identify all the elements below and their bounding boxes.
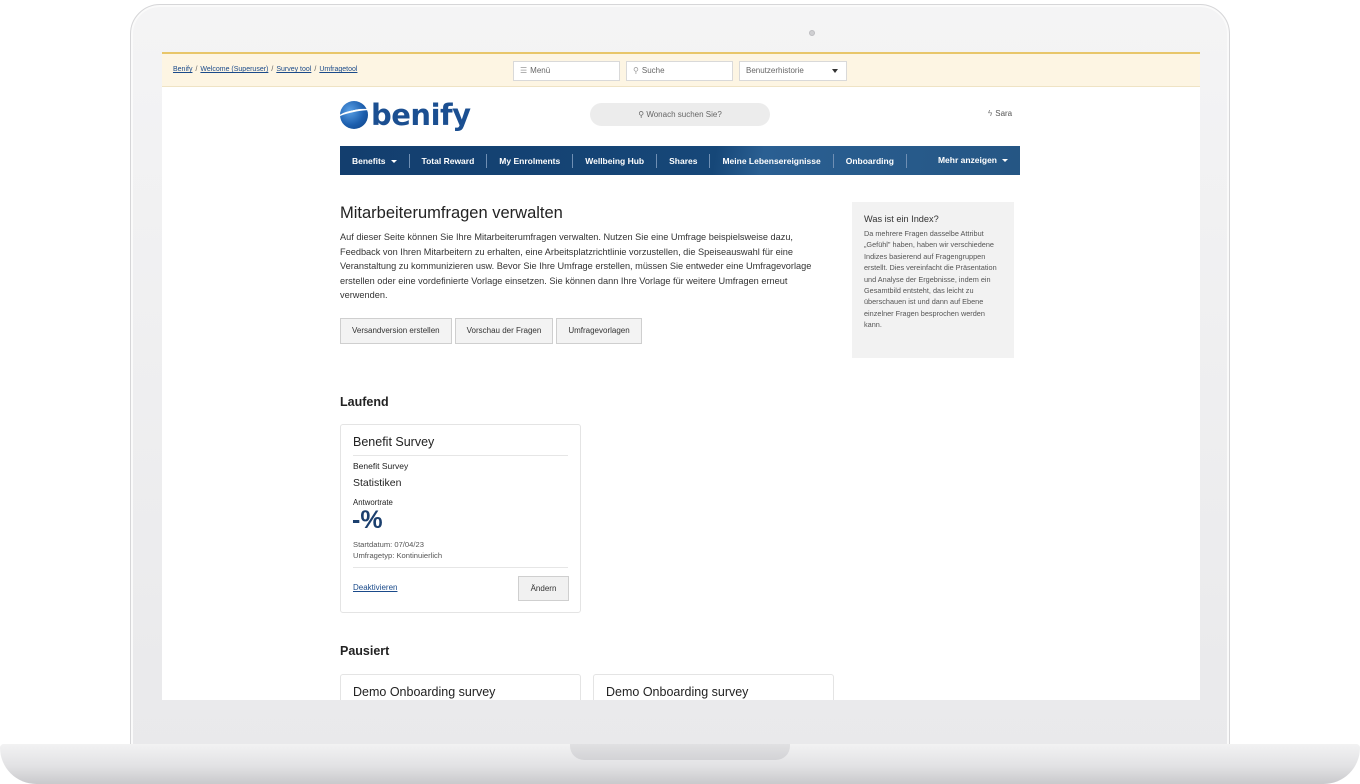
nav-item-shares[interactable]: Shares — [657, 154, 710, 168]
intro-text: Auf dieser Seite können Sie Ihre Mitarbeiterumfragen verwalten. Nutzen Sie eine Umfrage beispielsweise dazu, Feedback von Ihren Mitarbeitern zu erhalten, eine Arbeitsplatzrichtlinie vorzustellen, die Speiseauswahl für eine Veranstaltung zu kommunizieren usw. Bevor Sie Ihre Umfrage erstellen, müssen Sie entweder eine Umfragevorlage erstellen oder eine vordefinierte Vorlage einsetzen. Sie können dann Ihre Vorlage für weitere Umfragen erneut verwenden. — [340, 232, 812, 301]
admin-search-placeholder: Suche — [641, 66, 665, 75]
edit-button[interactable]: Ändern — [518, 576, 569, 601]
breadcrumb-separator: / — [271, 66, 274, 73]
laptop-notch — [570, 744, 790, 760]
breadcrumb-link[interactable]: Survey tool — [276, 66, 312, 73]
running-heading: Laufend — [340, 395, 389, 409]
survey-card-title: Demo Onboarding survey — [353, 685, 496, 699]
response-rate-value: -% — [352, 506, 383, 534]
info-text: Da mehrere Fragen dasselbe Attribut „Gefühl" haben, haben wir verschiedene Indizes basierend auf Fragengruppen erstellt. Dies vereinfacht die Präsentation und Analyse der Ergebnisse, indem ein Gesamtbild entsteht, das leicht zu überschauen ist und dann auf Ebene einzelner Fragen besprochen werden kann. — [864, 229, 997, 330]
admin-menu-field[interactable] — [513, 61, 620, 81]
nav-more-label: Mehr anzeigen — [937, 155, 997, 165]
breadcrumb-separator: / — [195, 66, 198, 73]
survey-card-subtitle: Benefit Survey — [353, 461, 409, 471]
survey-meta — [353, 539, 442, 561]
admin-bar — [162, 54, 1200, 87]
bolt-icon: ϟ — [988, 109, 993, 118]
chevron-down-icon — [391, 160, 397, 163]
browser-screen — [162, 52, 1200, 700]
chevron-down-icon — [1002, 159, 1008, 162]
nav-more-button[interactable] — [938, 146, 1008, 175]
survey-card — [593, 674, 834, 700]
nav-item-onboarding[interactable]: Onboarding — [834, 154, 907, 168]
breadcrumb-link[interactable]: Benify — [173, 66, 193, 73]
menu-icon: ☰ — [520, 66, 528, 75]
survey-card-title: Demo Onboarding survey — [606, 685, 749, 699]
nav-item-benefits[interactable] — [340, 154, 410, 168]
chevron-down-icon — [832, 69, 838, 73]
search-icon: ⚲ — [638, 110, 645, 119]
nav-item-label: Benefits — [352, 155, 386, 166]
action-buttons — [340, 318, 642, 344]
survey-card — [340, 674, 581, 700]
survey-type: Umfragetyp: Kontinuierlich — [353, 551, 443, 560]
user-menu[interactable] — [988, 109, 1012, 118]
page-title: Mitarbeiterumfragen verwalten — [340, 204, 563, 222]
user-history-select[interactable] — [739, 61, 847, 81]
nav-item-life-events[interactable]: Meine Lebensereignisse — [710, 154, 833, 168]
create-dispatch-button[interactable]: Versandversion erstellen — [340, 318, 452, 344]
search-icon: ⚲ — [633, 66, 639, 75]
nav-item-wellbeing-hub[interactable]: Wellbeing Hub — [573, 154, 657, 168]
breadcrumb-link[interactable]: Welcome (Superuser) — [200, 66, 269, 73]
response-rate-label: Antwortrate — [353, 498, 393, 507]
benify-logo[interactable] — [340, 98, 471, 132]
breadcrumb-link[interactable]: Umfragetool — [319, 66, 358, 73]
nav-item-total-reward[interactable]: Total Reward — [410, 154, 488, 168]
survey-card — [340, 424, 581, 613]
user-history-label: Benutzerhistorie — [746, 66, 804, 75]
statistics-heading: Statistiken — [353, 477, 402, 489]
deactivate-link[interactable]: Deaktivieren — [353, 583, 398, 592]
main-nav — [340, 146, 1020, 175]
breadcrumb-separator: / — [314, 66, 317, 73]
logo-text: benify — [371, 98, 471, 132]
camera-dot — [809, 30, 815, 36]
site-search-input[interactable] — [590, 103, 770, 126]
info-title: Was ist ein Index? — [864, 214, 939, 224]
admin-search-input[interactable] — [626, 61, 733, 81]
nav-item-my-enrolments[interactable]: My Enrolments — [487, 154, 573, 168]
info-box — [852, 202, 1014, 358]
preview-questions-button[interactable]: Vorschau der Fragen — [455, 318, 554, 344]
user-name: Sara — [995, 109, 1013, 118]
paused-heading: Pausiert — [340, 644, 390, 658]
site-search-placeholder: Wonach suchen Sie? — [646, 110, 722, 119]
divider — [353, 455, 568, 456]
divider — [353, 567, 568, 568]
breadcrumb — [173, 66, 357, 73]
globe-icon — [340, 101, 368, 129]
survey-templates-button[interactable]: Umfragevorlagen — [556, 318, 641, 344]
admin-menu-label: Menü — [530, 66, 551, 75]
survey-card-title: Benefit Survey — [353, 435, 435, 449]
start-date: Startdatum: 07/04/23 — [353, 540, 424, 549]
